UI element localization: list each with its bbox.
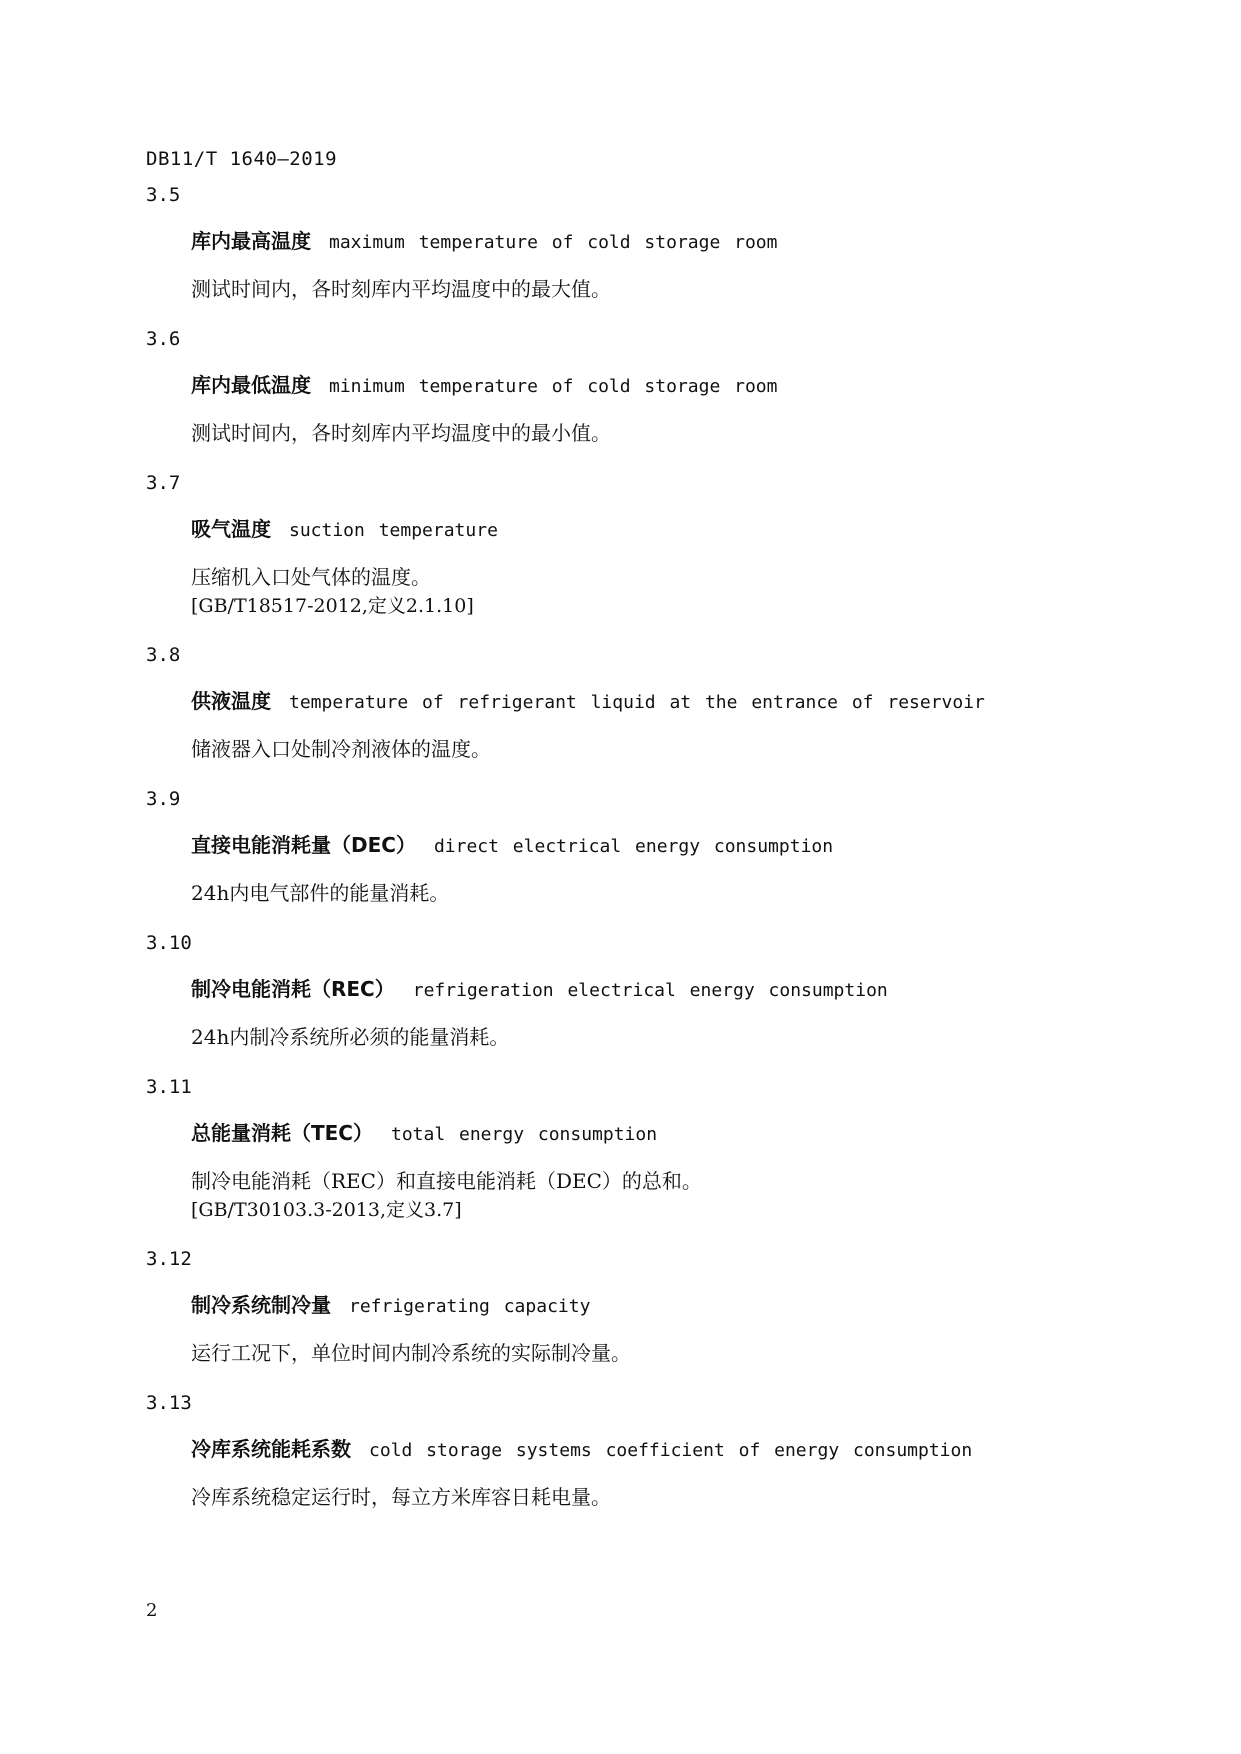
clause-number: 3.13: [146, 1392, 192, 1414]
term-line: [191, 1435, 1146, 1463]
term-entry-3-9: [146, 784, 1146, 908]
term-zh: 冷库系统能耗系数: [191, 1437, 351, 1461]
term-zh: 制冷系统制冷量: [191, 1293, 331, 1317]
term-line: [191, 831, 1146, 859]
term-definition: 冷库系统稳定运行时，每立方米库容日耗电量。: [191, 1485, 611, 1509]
clause-number: 3.6: [146, 328, 181, 350]
term-entry-3-12: [146, 1244, 1146, 1368]
term-en: temperature of refrigerant liquid at the entrance of reservoir: [289, 692, 985, 713]
term-source-reference: [GB/T30103.3-2013,定义3.7]: [191, 1199, 462, 1221]
term-entry-3-11: [146, 1072, 1146, 1224]
term-definition: 运行工况下，单位时间内制冷系统的实际制冷量。: [191, 1341, 631, 1365]
term-definition: 压缩机入口处气体的温度。: [191, 565, 431, 589]
clause-number: 3.8: [146, 644, 181, 666]
term-line: [191, 687, 1146, 715]
term-en: minimum temperature of cold storage room: [329, 376, 778, 397]
clause-number: 3.12: [146, 1248, 192, 1270]
term-definition: 测试时间内，各时刻库内平均温度中的最小值。: [191, 421, 611, 445]
term-zh: 总能量消耗（TEC）: [191, 1121, 373, 1145]
clause-number: 3.11: [146, 1076, 192, 1098]
term-zh: 直接电能消耗量（DEC）: [191, 833, 416, 857]
term-en: suction temperature: [289, 520, 498, 541]
term-zh: 制冷电能消耗（REC）: [191, 977, 395, 1001]
term-entry-3-13: [146, 1388, 1146, 1512]
term-en: refrigeration electrical energy consumption: [412, 980, 888, 1001]
term-line: [191, 1291, 1146, 1319]
term-line: [191, 515, 1146, 543]
term-zh: 库内最低温度: [191, 373, 311, 397]
term-entry-3-6: [146, 324, 1146, 448]
term-entry-3-5: [146, 180, 1146, 304]
term-entry-3-7: [146, 468, 1146, 620]
term-zh: 库内最高温度: [191, 229, 311, 253]
terms-list: [146, 180, 1146, 1512]
term-definition: 24h内电气部件的能量消耗。: [191, 881, 450, 905]
term-entry-3-10: [146, 928, 1146, 1052]
term-zh: 供液温度: [191, 689, 271, 713]
term-definition: 制冷电能消耗（REC）和直接电能消耗（DEC）的总和。: [191, 1169, 702, 1193]
term-en: total energy consumption: [390, 1124, 658, 1145]
clause-number: 3.9: [146, 788, 181, 810]
term-line: [191, 975, 1146, 1003]
term-line: [191, 371, 1146, 399]
page-number: 2: [146, 1600, 158, 1621]
clause-number: 3.7: [146, 472, 181, 494]
term-definition: 储液器入口处制冷剂液体的温度。: [191, 737, 491, 761]
term-en: direct electrical energy consumption: [433, 836, 834, 857]
clause-number: 3.5: [146, 184, 181, 206]
term-source-reference: [GB/T18517-2012,定义2.1.10]: [191, 595, 474, 617]
term-zh: 吸气温度: [191, 517, 271, 541]
term-line: [191, 227, 1146, 255]
clause-number: 3.10: [146, 932, 192, 954]
term-definition: 测试时间内，各时刻库内平均温度中的最大值。: [191, 277, 611, 301]
term-line: [191, 1119, 1146, 1147]
term-en: maximum temperature of cold storage room: [329, 232, 778, 253]
term-en: refrigerating capacity: [349, 1296, 591, 1317]
term-entry-3-8: [146, 640, 1146, 764]
standard-number: DB11/T 1640—2019: [146, 148, 338, 170]
term-en: cold storage systems coefficient of energy consumption: [369, 1440, 973, 1461]
term-definition: 24h内制冷系统所必须的能量消耗。: [191, 1025, 510, 1049]
